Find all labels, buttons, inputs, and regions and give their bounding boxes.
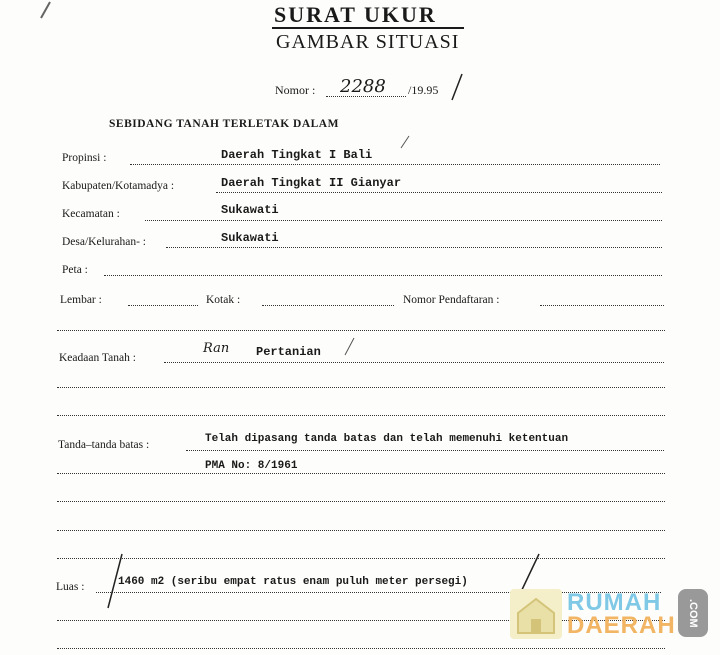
kabupaten-label: Kabupaten/Kotamadya :: [62, 180, 175, 192]
kecamatan-label: Kecamatan :: [62, 208, 120, 220]
kotak-line: [262, 305, 394, 306]
blank-line: [57, 387, 665, 388]
section-heading: SEBIDANG TANAH TERLETAK DALAM: [109, 118, 339, 130]
kecamatan-line: [145, 220, 662, 221]
propinsi-value: Daerah Tingkat I Bali: [221, 148, 373, 162]
desa-label: Desa/Kelurahan- :: [62, 236, 146, 248]
tanda-batas-label: Tanda–tanda batas :: [58, 439, 150, 451]
nomor-pendaftaran-label: Nomor Pendaftaran :: [403, 294, 500, 306]
propinsi-label: Propinsi :: [62, 152, 107, 164]
blank-line: [57, 530, 665, 531]
watermark-line1: RUMAH: [567, 589, 662, 616]
blank-line: [57, 415, 665, 416]
blank-line: [57, 473, 665, 474]
pen-mark: [340, 335, 360, 359]
keadaan-tanah-script: Ran: [203, 341, 230, 356]
nomor-year: /19.95: [408, 83, 439, 97]
luas-label: Luas :: [56, 581, 85, 593]
watermark-logo: [510, 585, 710, 645]
blank-line: [57, 330, 665, 331]
nomor-label: Nomor :: [275, 83, 316, 97]
luas-bracket-mark: [100, 552, 130, 612]
nomor-handwritten-value: 2288: [340, 76, 386, 97]
nomor-slash-mark: [440, 70, 470, 104]
peta-line: [104, 275, 662, 276]
blank-line: [57, 558, 665, 559]
blank-line: [57, 501, 665, 502]
house-icon: [510, 589, 562, 639]
lembar-label: Lembar :: [60, 294, 102, 306]
tanda-batas-value-line1: Telah dipasang tanda batas dan telah memenuhi ketentuan: [205, 433, 569, 445]
keadaan-tanah-label: Keadaan Tanah :: [59, 352, 136, 364]
peta-label: Peta :: [62, 264, 88, 276]
document-subtitle: GAMBAR SITUASI: [276, 31, 460, 53]
luas-value: 1460 m2 (seribu empat ratus enam puluh meter persegi): [118, 576, 468, 588]
watermark-suffix: .COM: [678, 589, 708, 637]
keadaan-tanah-line: [164, 362, 664, 363]
tanda-batas-value-line2: PMA No: 8/1961: [205, 460, 298, 472]
blank-line: [57, 648, 665, 649]
lembar-line: [128, 305, 198, 306]
pen-mark: [395, 132, 415, 152]
corner-mark: [36, 0, 56, 22]
propinsi-line: [130, 164, 660, 165]
nomor-pendaftaran-line: [540, 305, 664, 306]
title-underline: [272, 27, 464, 29]
kotak-label: Kotak :: [206, 294, 241, 306]
desa-line: [166, 247, 662, 248]
keadaan-tanah-value: Pertanian: [256, 345, 321, 359]
desa-value: Sukawati: [221, 231, 279, 245]
tanda-batas-line: [186, 450, 664, 451]
kecamatan-value: Sukawati: [221, 203, 279, 217]
kabupaten-value: Daerah Tingkat II Gianyar: [221, 176, 402, 190]
kabupaten-line: [216, 192, 662, 193]
document-title: SURAT UKUR: [274, 2, 437, 27]
watermark-line2: DAERAH: [567, 612, 676, 639]
